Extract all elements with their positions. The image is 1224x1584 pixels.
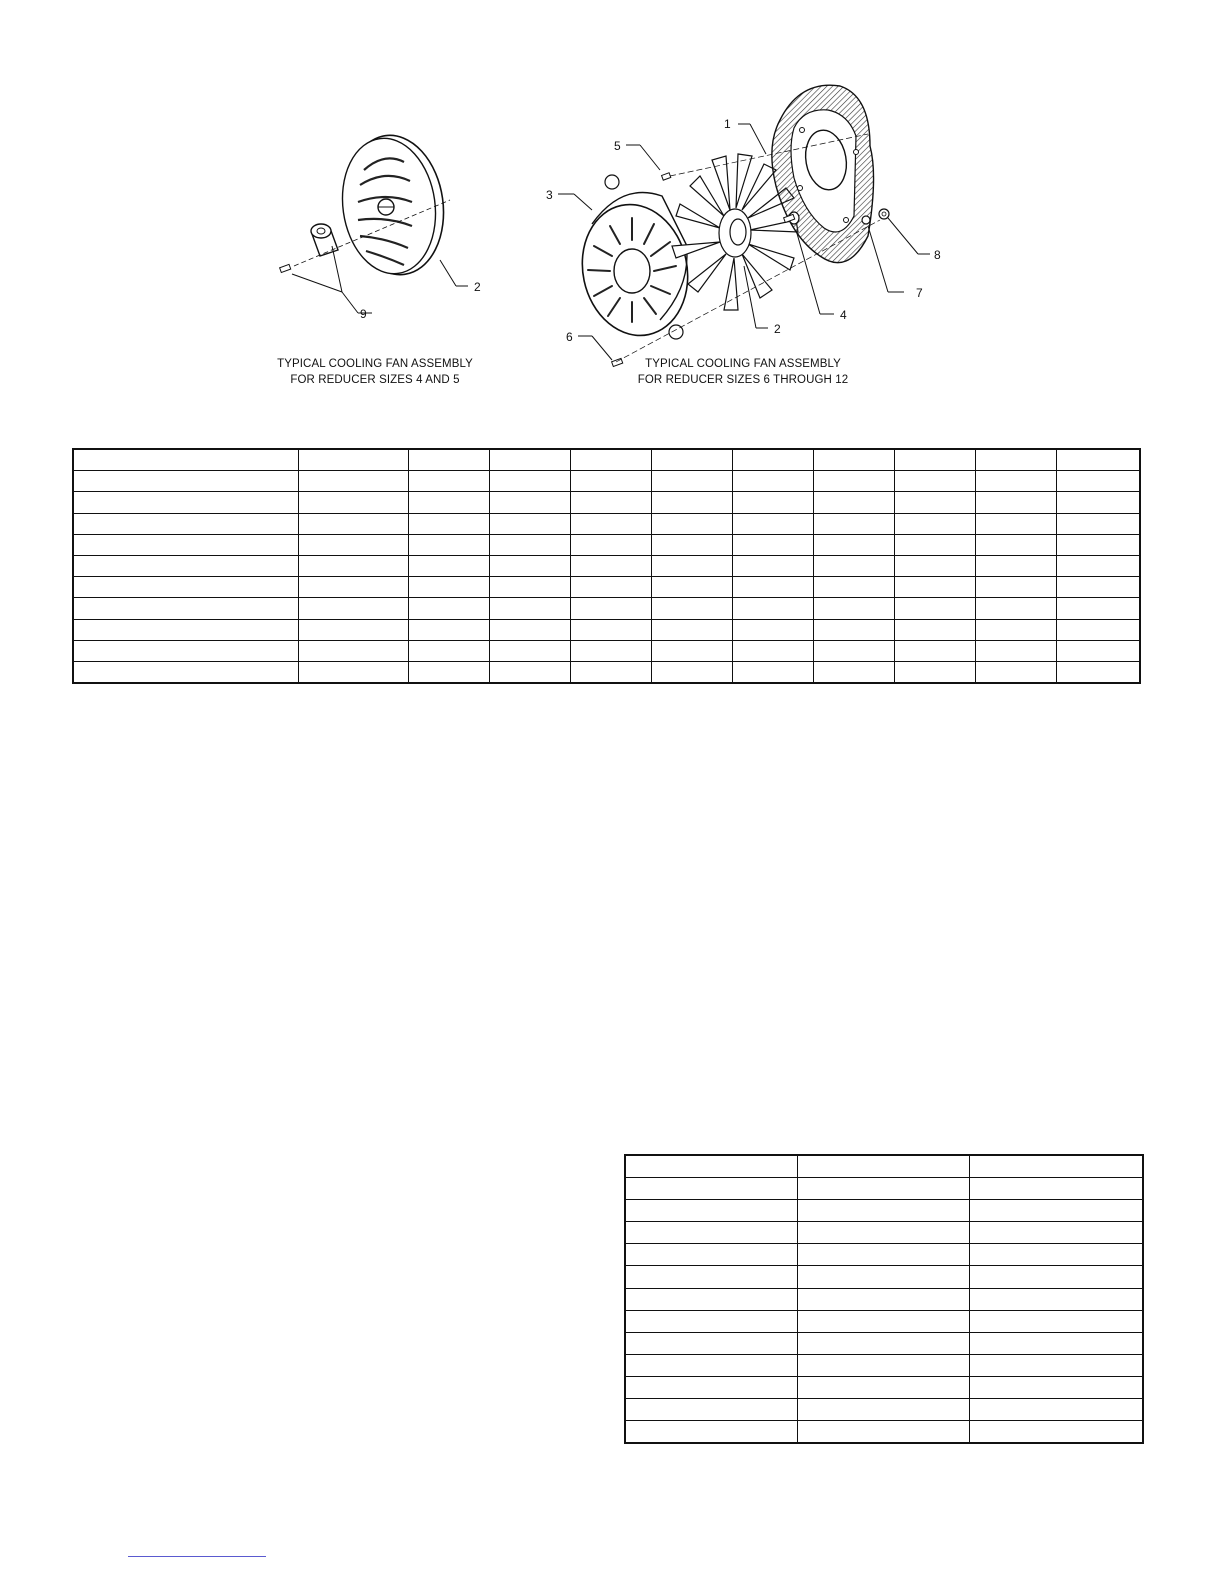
table-cell bbox=[651, 577, 732, 598]
table-cell bbox=[797, 1421, 969, 1444]
table-cell bbox=[298, 449, 408, 471]
table-cell bbox=[298, 598, 408, 619]
table-cell bbox=[73, 640, 298, 661]
table-cell bbox=[570, 640, 651, 661]
table-cell bbox=[1056, 598, 1140, 619]
table-cell bbox=[570, 513, 651, 534]
table-cell bbox=[969, 1222, 1143, 1244]
table-row bbox=[625, 1266, 1143, 1288]
table-cell bbox=[732, 598, 813, 619]
table-cell bbox=[625, 1222, 797, 1244]
footer-link-underline[interactable] bbox=[128, 1556, 266, 1557]
table-cell bbox=[651, 471, 732, 492]
left-figure-caption bbox=[270, 356, 480, 388]
right-fan-shroud bbox=[570, 175, 699, 345]
callout-right-8: 8 bbox=[934, 248, 941, 262]
table-cell bbox=[797, 1376, 969, 1398]
table-cell bbox=[969, 1266, 1143, 1288]
callout-right-7: 7 bbox=[916, 286, 923, 300]
table-cell bbox=[732, 577, 813, 598]
table-cell bbox=[408, 661, 489, 683]
right-nut-8 bbox=[879, 209, 889, 219]
table-cell bbox=[797, 1354, 969, 1376]
table-row bbox=[625, 1310, 1143, 1332]
callout-right-4: 4 bbox=[840, 308, 847, 322]
right-set-screw-5 bbox=[662, 173, 671, 180]
table-cell bbox=[894, 598, 975, 619]
table-cell bbox=[298, 661, 408, 683]
table-cell bbox=[570, 619, 651, 640]
table-row bbox=[625, 1376, 1143, 1398]
table-cell bbox=[489, 619, 570, 640]
left-collar bbox=[311, 224, 338, 256]
table-cell bbox=[489, 471, 570, 492]
table-row bbox=[625, 1354, 1143, 1376]
table-cell bbox=[625, 1155, 797, 1178]
table-row bbox=[625, 1244, 1143, 1266]
table-cell bbox=[651, 513, 732, 534]
table-row bbox=[73, 661, 1140, 683]
table-cell bbox=[975, 661, 1056, 683]
table-cell bbox=[813, 661, 894, 683]
table-cell bbox=[298, 577, 408, 598]
table-cell bbox=[651, 640, 732, 661]
table-cell bbox=[797, 1155, 969, 1178]
table-cell bbox=[894, 555, 975, 576]
table-cell bbox=[651, 492, 732, 513]
table-cell bbox=[894, 534, 975, 555]
table-cell bbox=[797, 1266, 969, 1288]
table-cell bbox=[570, 449, 651, 471]
table-cell bbox=[969, 1354, 1143, 1376]
table-cell bbox=[625, 1288, 797, 1310]
table-cell bbox=[73, 471, 298, 492]
callout-right-3: 3 bbox=[546, 188, 553, 202]
table-cell bbox=[625, 1178, 797, 1200]
table-cell bbox=[975, 513, 1056, 534]
table-cell bbox=[969, 1244, 1143, 1266]
table-cell bbox=[975, 471, 1056, 492]
table-cell bbox=[894, 661, 975, 683]
table-cell bbox=[969, 1178, 1143, 1200]
table-cell bbox=[732, 449, 813, 471]
right-caption-line-2: FOR REDUCER SIZES 6 THROUGH 12 bbox=[637, 374, 849, 386]
table-cell bbox=[73, 449, 298, 471]
parts-table-secondary bbox=[624, 1154, 1144, 1444]
left-caption-line-1: TYPICAL COOLING FAN ASSEMBLY bbox=[277, 358, 473, 370]
table-cell bbox=[625, 1354, 797, 1376]
table-cell bbox=[813, 471, 894, 492]
table-cell bbox=[1056, 449, 1140, 471]
table-cell bbox=[570, 471, 651, 492]
table-cell bbox=[73, 555, 298, 576]
table-cell bbox=[975, 534, 1056, 555]
table-cell bbox=[1056, 534, 1140, 555]
table-cell bbox=[732, 534, 813, 555]
table-cell bbox=[298, 492, 408, 513]
table-cell bbox=[1056, 471, 1140, 492]
table-cell bbox=[797, 1222, 969, 1244]
table-cell bbox=[813, 598, 894, 619]
table-cell bbox=[298, 534, 408, 555]
table-cell bbox=[489, 534, 570, 555]
table-cell bbox=[651, 449, 732, 471]
table-cell bbox=[408, 492, 489, 513]
table-cell bbox=[625, 1421, 797, 1444]
table-cell bbox=[969, 1421, 1143, 1444]
table-row bbox=[73, 513, 1140, 534]
table-cell bbox=[625, 1310, 797, 1332]
table-row bbox=[625, 1200, 1143, 1222]
parts-table-main-body bbox=[73, 449, 1140, 683]
table-cell bbox=[73, 661, 298, 683]
table-row bbox=[625, 1155, 1143, 1178]
table-cell bbox=[298, 640, 408, 661]
table-cell bbox=[298, 619, 408, 640]
left-set-screw bbox=[280, 264, 291, 272]
callout-right-5: 5 bbox=[614, 139, 621, 153]
table-cell bbox=[625, 1376, 797, 1398]
table-cell bbox=[625, 1200, 797, 1222]
table-row bbox=[73, 449, 1140, 471]
table-cell bbox=[813, 449, 894, 471]
table-cell bbox=[797, 1310, 969, 1332]
table-cell bbox=[73, 577, 298, 598]
table-cell bbox=[732, 640, 813, 661]
table-cell bbox=[73, 619, 298, 640]
table-cell bbox=[969, 1399, 1143, 1421]
table-cell bbox=[1056, 640, 1140, 661]
table-row bbox=[73, 598, 1140, 619]
right-adapter-plate bbox=[772, 85, 874, 262]
table-cell bbox=[570, 598, 651, 619]
table-cell bbox=[975, 577, 1056, 598]
table-row bbox=[73, 534, 1140, 555]
table-cell bbox=[894, 513, 975, 534]
table-cell bbox=[969, 1288, 1143, 1310]
table-cell bbox=[625, 1244, 797, 1266]
table-cell bbox=[570, 534, 651, 555]
table-cell bbox=[975, 449, 1056, 471]
table-cell bbox=[1056, 555, 1140, 576]
table-cell bbox=[975, 640, 1056, 661]
table-cell bbox=[732, 492, 813, 513]
table-cell bbox=[408, 449, 489, 471]
table-cell bbox=[894, 449, 975, 471]
table-cell bbox=[813, 534, 894, 555]
callout-left-9: 9 bbox=[360, 307, 367, 321]
table-row bbox=[625, 1332, 1143, 1354]
table-cell bbox=[570, 555, 651, 576]
table-cell bbox=[73, 513, 298, 534]
table-cell bbox=[570, 577, 651, 598]
table-cell bbox=[1056, 661, 1140, 683]
table-cell bbox=[298, 513, 408, 534]
callout-left-2: 2 bbox=[474, 280, 481, 294]
table-cell bbox=[298, 471, 408, 492]
table-cell bbox=[73, 534, 298, 555]
table-cell bbox=[570, 492, 651, 513]
table-cell bbox=[797, 1332, 969, 1354]
table-row bbox=[73, 640, 1140, 661]
parts-table-main bbox=[72, 448, 1141, 684]
table-cell bbox=[732, 471, 813, 492]
table-cell bbox=[651, 598, 732, 619]
table-cell bbox=[489, 492, 570, 513]
table-cell bbox=[732, 619, 813, 640]
left-fan-cover bbox=[334, 129, 452, 281]
table-cell bbox=[489, 449, 570, 471]
callout-right-1: 1 bbox=[724, 117, 731, 131]
table-cell bbox=[732, 555, 813, 576]
table-cell bbox=[813, 492, 894, 513]
table-cell bbox=[975, 555, 1056, 576]
table-row bbox=[73, 492, 1140, 513]
table-row bbox=[73, 471, 1140, 492]
table-cell bbox=[969, 1200, 1143, 1222]
table-row bbox=[625, 1288, 1143, 1310]
table-cell bbox=[813, 577, 894, 598]
table-row bbox=[625, 1399, 1143, 1421]
table-cell bbox=[732, 513, 813, 534]
table-row bbox=[625, 1178, 1143, 1200]
table-cell bbox=[1056, 513, 1140, 534]
table-cell bbox=[797, 1178, 969, 1200]
table-cell bbox=[797, 1399, 969, 1421]
table-cell bbox=[894, 640, 975, 661]
table-cell bbox=[408, 513, 489, 534]
table-cell bbox=[73, 598, 298, 619]
table-cell bbox=[651, 555, 732, 576]
table-cell bbox=[975, 619, 1056, 640]
table-cell bbox=[408, 534, 489, 555]
table-cell bbox=[894, 619, 975, 640]
table-cell bbox=[797, 1244, 969, 1266]
right-figure-caption bbox=[630, 356, 856, 388]
table-row bbox=[73, 577, 1140, 598]
table-cell bbox=[969, 1155, 1143, 1178]
table-cell bbox=[797, 1288, 969, 1310]
callout-right-6: 6 bbox=[566, 330, 573, 344]
table-cell bbox=[489, 640, 570, 661]
table-row bbox=[625, 1421, 1143, 1444]
table-cell bbox=[651, 534, 732, 555]
table-cell bbox=[651, 661, 732, 683]
table-cell bbox=[813, 640, 894, 661]
table-cell bbox=[489, 661, 570, 683]
table-cell bbox=[73, 492, 298, 513]
table-cell bbox=[1056, 577, 1140, 598]
table-cell bbox=[298, 555, 408, 576]
table-cell bbox=[813, 619, 894, 640]
table-cell bbox=[797, 1200, 969, 1222]
table-cell bbox=[894, 492, 975, 513]
table-cell bbox=[813, 513, 894, 534]
table-cell bbox=[408, 471, 489, 492]
table-cell bbox=[625, 1332, 797, 1354]
table-cell bbox=[489, 598, 570, 619]
table-cell bbox=[408, 619, 489, 640]
table-cell bbox=[732, 661, 813, 683]
table-cell bbox=[489, 577, 570, 598]
table-cell bbox=[975, 492, 1056, 513]
table-cell bbox=[570, 661, 651, 683]
table-cell bbox=[894, 471, 975, 492]
right-caption-line-1: TYPICAL COOLING FAN ASSEMBLY bbox=[645, 358, 841, 370]
table-cell bbox=[1056, 619, 1140, 640]
table-row bbox=[625, 1222, 1143, 1244]
table-cell bbox=[969, 1376, 1143, 1398]
table-cell bbox=[625, 1266, 797, 1288]
left-caption-line-2: FOR REDUCER SIZES 4 AND 5 bbox=[290, 374, 460, 386]
table-cell bbox=[813, 555, 894, 576]
table-cell bbox=[969, 1310, 1143, 1332]
table-cell bbox=[1056, 492, 1140, 513]
table-cell bbox=[408, 577, 489, 598]
table-cell bbox=[489, 513, 570, 534]
right-lockwasher-7 bbox=[862, 216, 870, 224]
table-cell bbox=[651, 619, 732, 640]
callout-right-2: 2 bbox=[774, 322, 781, 336]
table-row bbox=[73, 619, 1140, 640]
table-cell bbox=[969, 1332, 1143, 1354]
table-cell bbox=[408, 555, 489, 576]
table-cell bbox=[625, 1399, 797, 1421]
table-cell bbox=[408, 640, 489, 661]
table-row bbox=[73, 555, 1140, 576]
table-cell bbox=[975, 598, 1056, 619]
table-cell bbox=[894, 577, 975, 598]
table-cell bbox=[489, 555, 570, 576]
table-cell bbox=[408, 598, 489, 619]
parts-table-secondary-body bbox=[625, 1155, 1143, 1443]
